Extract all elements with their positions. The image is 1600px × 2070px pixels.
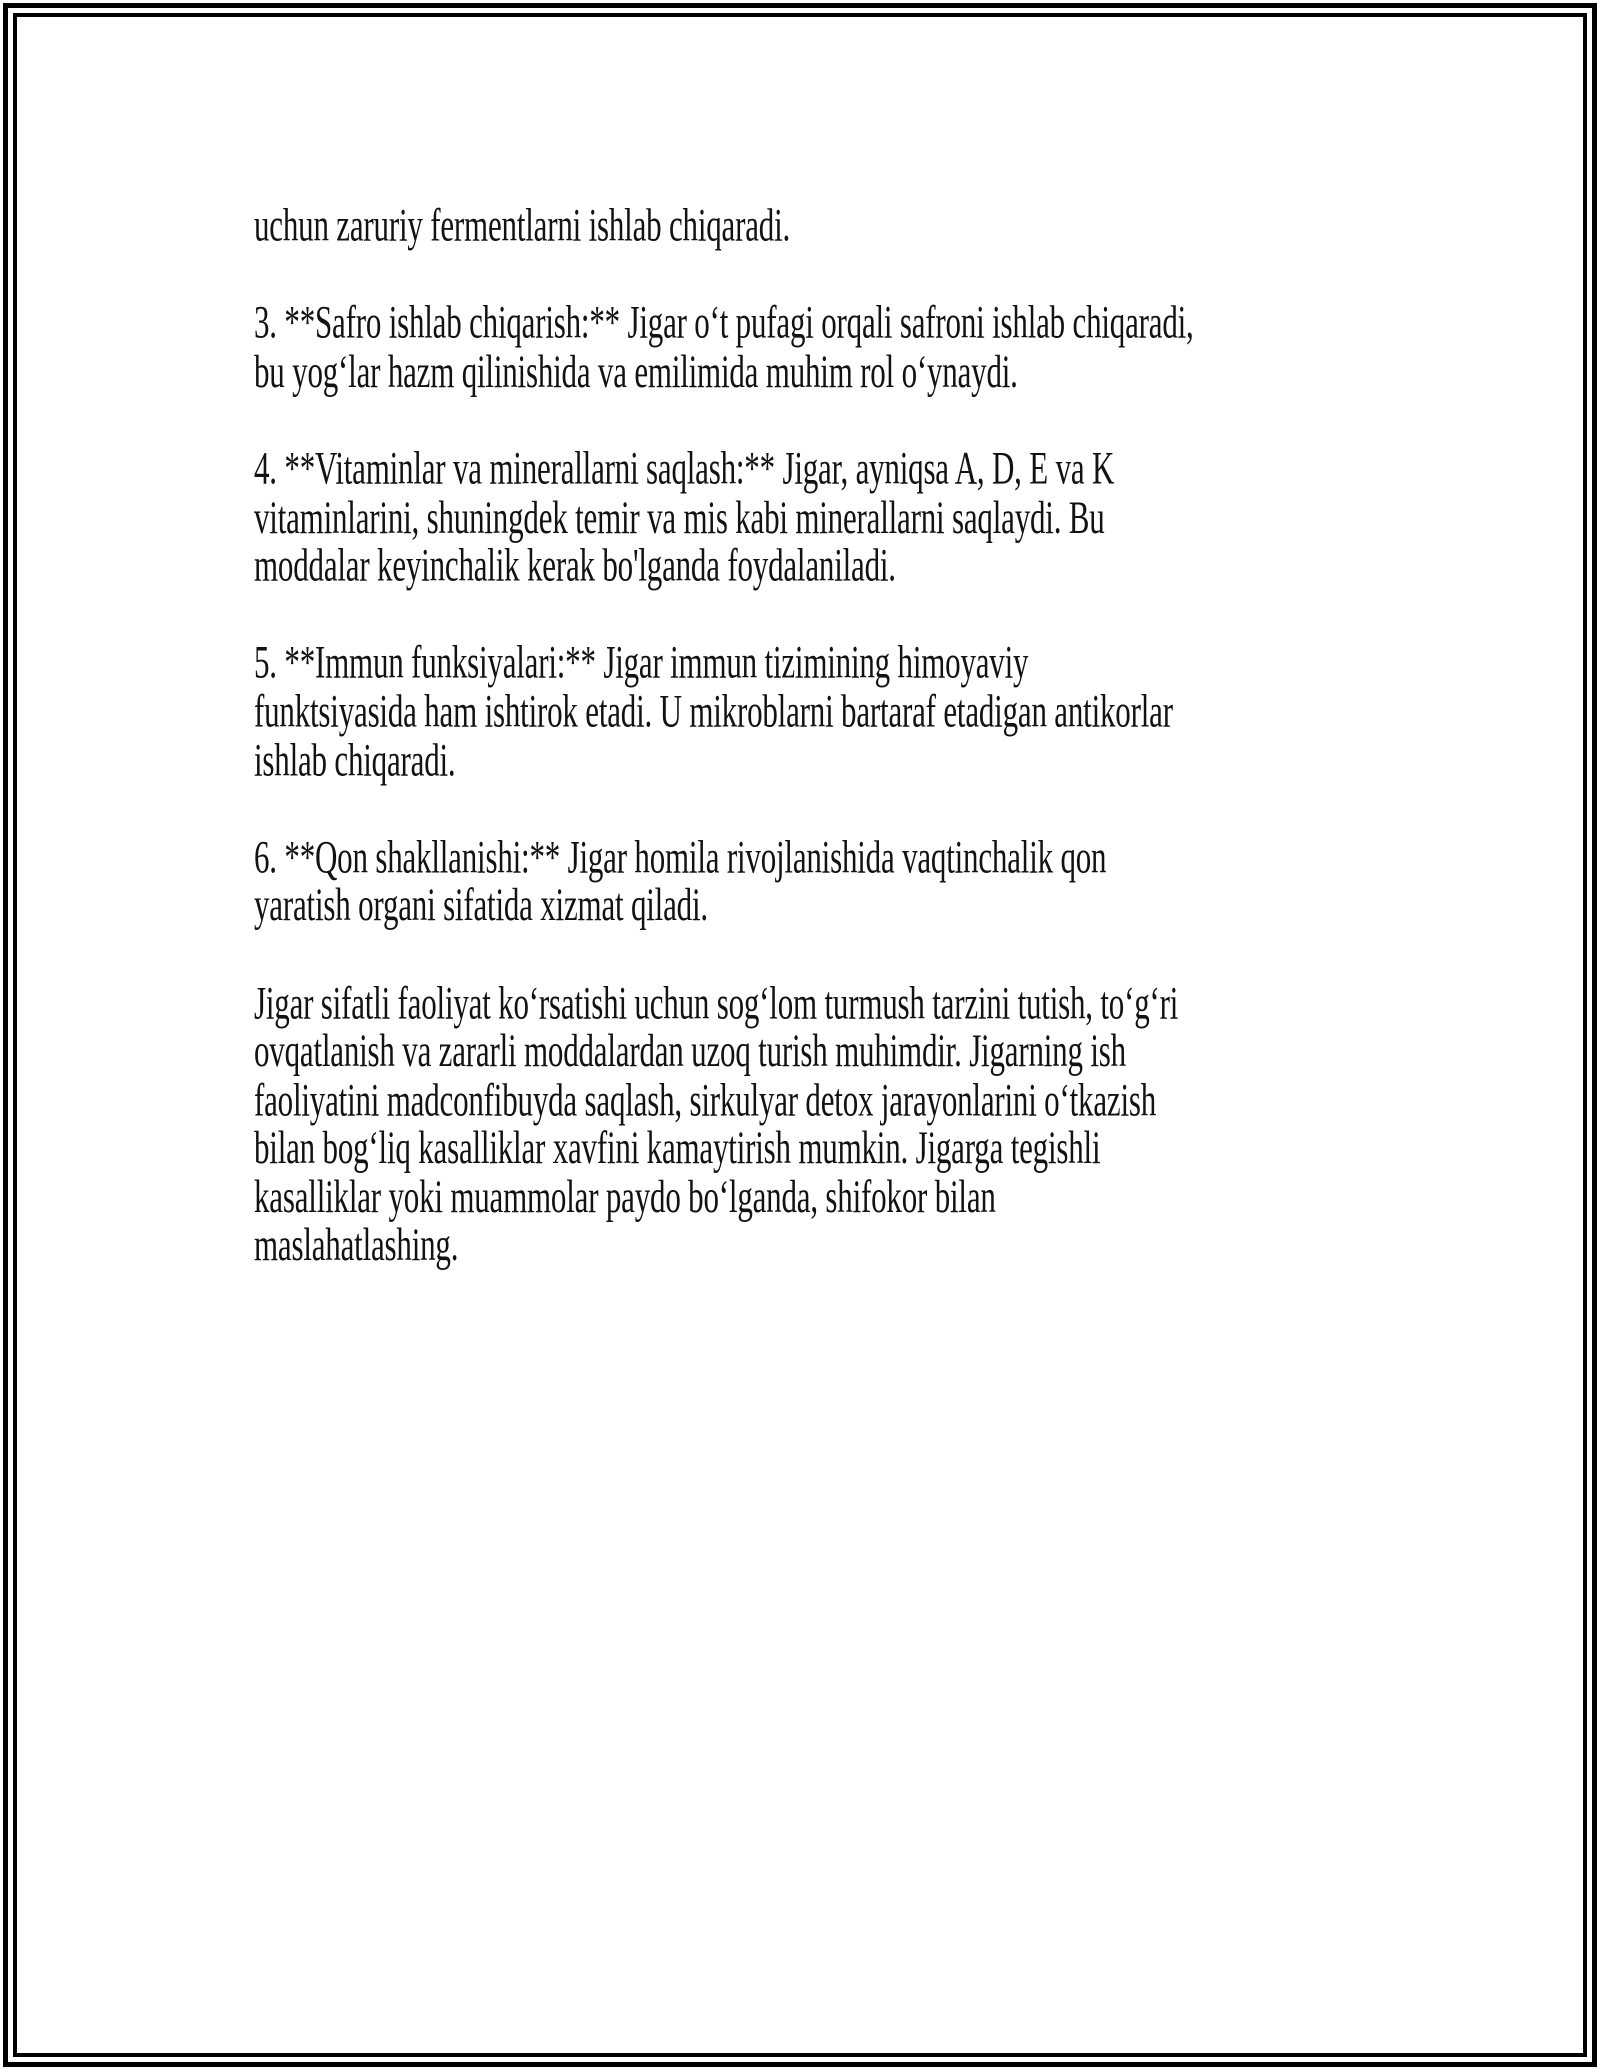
document-text-block bbox=[254, 199, 1464, 1272]
paragraph bbox=[254, 976, 1464, 1272]
paragraph bbox=[254, 830, 1464, 932]
text-line: moddalar keyinchalik kerak bo'lganda foydalaniladi. bbox=[254, 538, 896, 592]
page-inner-border bbox=[13, 13, 1587, 2057]
text-line: bu yog‘lar hazm qilinishida va emilimida muhim rol o‘ynaydi. bbox=[254, 344, 1018, 397]
paragraph bbox=[254, 199, 1464, 252]
text-line: vitaminlarini, shuningdek temir va mis kabi minerallarni saqlaydi. Bu bbox=[254, 490, 1105, 543]
text-line: bilan bog‘liq kasalliklar xavfini kamaytirish mumkin. Jigarga tegishli bbox=[254, 1121, 1101, 1174]
text-line: 4. **Vitaminlar va minerallarni saqlash:** Jigar, ayniqsa A, D, E va K bbox=[254, 441, 1115, 494]
text-line: 5. **Immun funksiyalari:** Jigar immun tizimining himoyaviy bbox=[254, 636, 1029, 689]
paragraph bbox=[254, 441, 1464, 592]
paragraph bbox=[254, 636, 1464, 786]
text-line: faoliyatini madconfibuyda saqlash, sirkulyar detox jarayonlarini o‘tkazish bbox=[254, 1073, 1157, 1126]
text-line: kasalliklar yoki muammolar paydo bo‘lganda, shifokor bilan bbox=[254, 1170, 996, 1223]
text-line: 3. **Safro ishlab chiqarish:** Jigar o‘t pufagi orqali safroni ishlab chiqaradi, bbox=[254, 296, 1194, 349]
text-line: ovqatlanish va zararli moddalardan uzoq turish muhimdir. Jigarning ish bbox=[254, 1024, 1126, 1077]
text-line: ishlab chiqaradi. bbox=[254, 733, 456, 786]
text-line: maslahatlashing. bbox=[254, 1218, 459, 1272]
text-line: funktsiyasida ham ishtirok etadi. U mikroblarni bartaraf etadigan antikorlar bbox=[254, 684, 1173, 737]
paragraph bbox=[254, 296, 1464, 397]
text-line: Jigar sifatli faoliyat ko‘rsatishi uchun sog‘lom turmush tarzini tutish, to‘g‘ri bbox=[254, 976, 1179, 1029]
text-line: uchun zaruriy fermentlarni ishlab chiqaradi. bbox=[254, 199, 791, 252]
text-line: yaratish organi sifatida xizmat qiladi. bbox=[254, 878, 708, 932]
page-outer-border bbox=[3, 3, 1597, 2067]
text-line: 6. **Qon shakllanishi:** Jigar homila rivojlanishida vaqtinchalik qon bbox=[254, 830, 1107, 883]
